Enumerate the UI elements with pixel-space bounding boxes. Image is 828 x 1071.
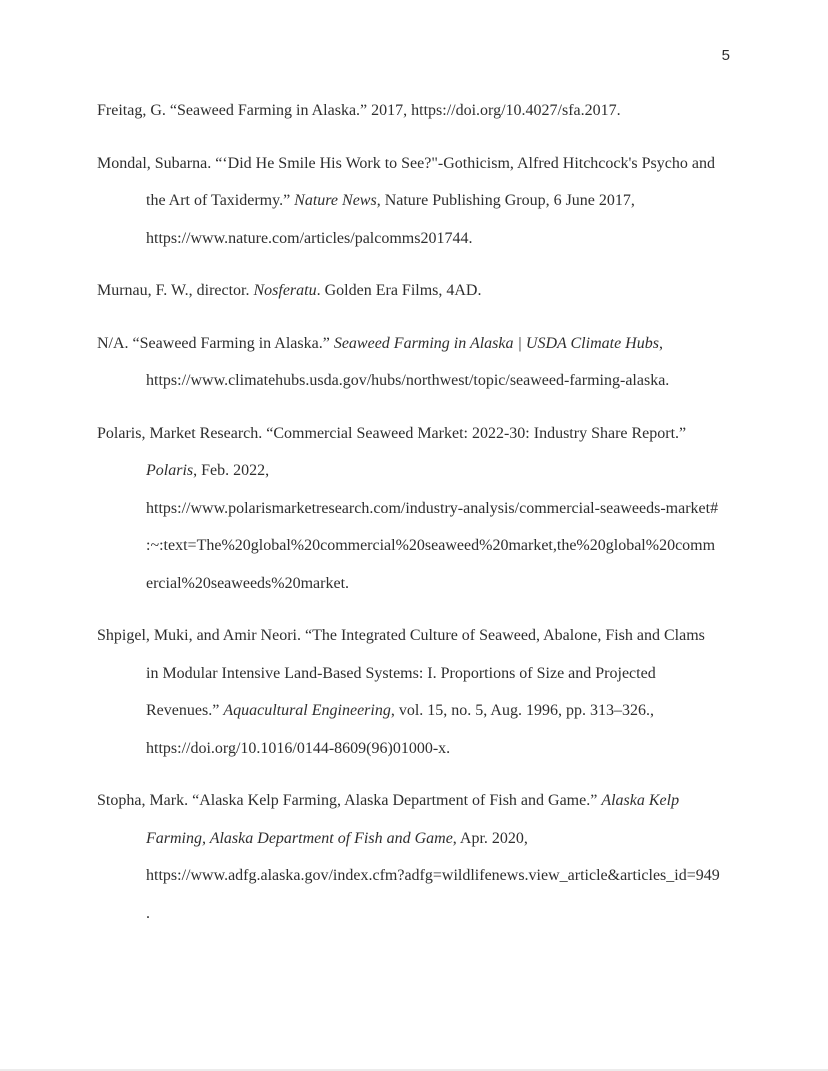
citation-text: Shpigel, Muki, and Amir Neori. “The Integrated Culture of Seaweed, Abalone, Fish and Clams: [97, 627, 705, 644]
citation-text: . Golden Era Films, 4AD.: [316, 282, 482, 299]
citation-line: [97, 857, 742, 895]
citation-text: .: [146, 904, 150, 922]
citation-text: Polaris, Market Research. “Commercial Seaweed Market: 2022-30: Industry Share Report.”: [97, 424, 687, 442]
citation-text: , Apr. 2020,: [452, 829, 528, 847]
citation-line: [97, 820, 742, 858]
citation-entry: [97, 617, 742, 767]
citation-line: [97, 565, 742, 603]
citation-line: [97, 415, 742, 453]
citation-text: , Feb. 2022,: [193, 462, 270, 479]
citation-title-italic: Polaris: [146, 462, 194, 479]
citation-line: [97, 220, 742, 258]
citation-line: [97, 362, 742, 400]
citation-text: ercial%20seaweeds%20market.: [146, 574, 350, 592]
citation-line: [97, 325, 742, 363]
citation-text: https://www.adfg.alaska.gov/index.cfm?adfg=wildlifenews.view_article&articles_id=949: [146, 867, 720, 884]
citation-entry: [97, 145, 742, 258]
citation-title-italic: Seaweed Farming in Alaska | USDA Climate Hubs: [333, 334, 659, 352]
citation-line: [97, 452, 742, 490]
citation-entry: [97, 272, 742, 310]
citation-entry: [97, 415, 742, 603]
citation-title-italic: Nature News: [294, 192, 377, 209]
citation-text: N/A. “Seaweed Farming in Alaska.”: [97, 334, 334, 352]
page-number: 5: [721, 47, 730, 64]
citation-text: https://www.climatehubs.usda.gov/hubs/northwest/topic/seaweed-farming-alaska.: [146, 372, 670, 389]
citation-title-italic: Aquacultural Engineering: [223, 702, 391, 719]
citation-text: , vol. 15, no. 5, Aug. 1996, pp. 313–326.,: [390, 702, 654, 719]
citation-text: Stopha, Mark. “Alaska Kelp Farming, Alaska Department of Fish and Game.”: [97, 792, 602, 809]
citation-line: [97, 490, 742, 528]
citation-title-italic: Nosferatu: [253, 282, 317, 299]
citation-entry: [97, 782, 742, 932]
citation-text: https://doi.org/10.1016/0144-8609(96)01000-x.: [146, 739, 451, 757]
citation-line: [97, 895, 742, 933]
citation-text: :~:text=The%20global%20commercial%20seaweed%20market,the%20global%20comm: [146, 537, 716, 554]
citation-line: [97, 692, 742, 730]
citation-text: , Nature Publishing Group, 6 June 2017,: [376, 192, 635, 209]
citation-title-italic: Farming, Alaska Department of Fish and Game: [146, 829, 453, 847]
citation-line: [97, 655, 742, 693]
citation-title-italic: Alaska Kelp: [601, 792, 680, 809]
citation-line: [97, 730, 742, 768]
citation-line: [97, 782, 742, 820]
citation-entry: [97, 325, 742, 400]
citation-text: ,: [658, 334, 663, 352]
citation-text: https://www.nature.com/articles/palcomms201744.: [146, 229, 473, 247]
citation-line: [97, 145, 742, 183]
citation-entry: [97, 92, 742, 130]
citation-line: [97, 272, 742, 310]
citation-list: [97, 92, 742, 932]
citation-text: Murnau, F. W., director.: [97, 282, 254, 299]
works-cited-content: [97, 92, 742, 947]
citation-text: Revenues.”: [146, 702, 224, 719]
citation-text: Freitag, G. “Seaweed Farming in Alaska.” 2017, https://doi.org/10.4027/sfa.2017.: [97, 102, 621, 119]
citation-line: [97, 182, 742, 220]
citation-text: in Modular Intensive Land-Based Systems: I. Proportions of Size and Projected: [146, 664, 656, 682]
citation-text: Mondal, Subarna. “‘Did He Smile His Work to See?"-Gothicism, Alfred Hitchcock's Psycho and: [97, 154, 715, 172]
citation-text: the Art of Taxidermy.”: [146, 192, 295, 209]
citation-line: [97, 527, 742, 565]
citation-text: https://www.polarismarketresearch.com/industry-analysis/commercial-seaweeds-market#: [146, 499, 719, 517]
citation-line: [97, 617, 742, 655]
citation-line: [97, 92, 742, 130]
